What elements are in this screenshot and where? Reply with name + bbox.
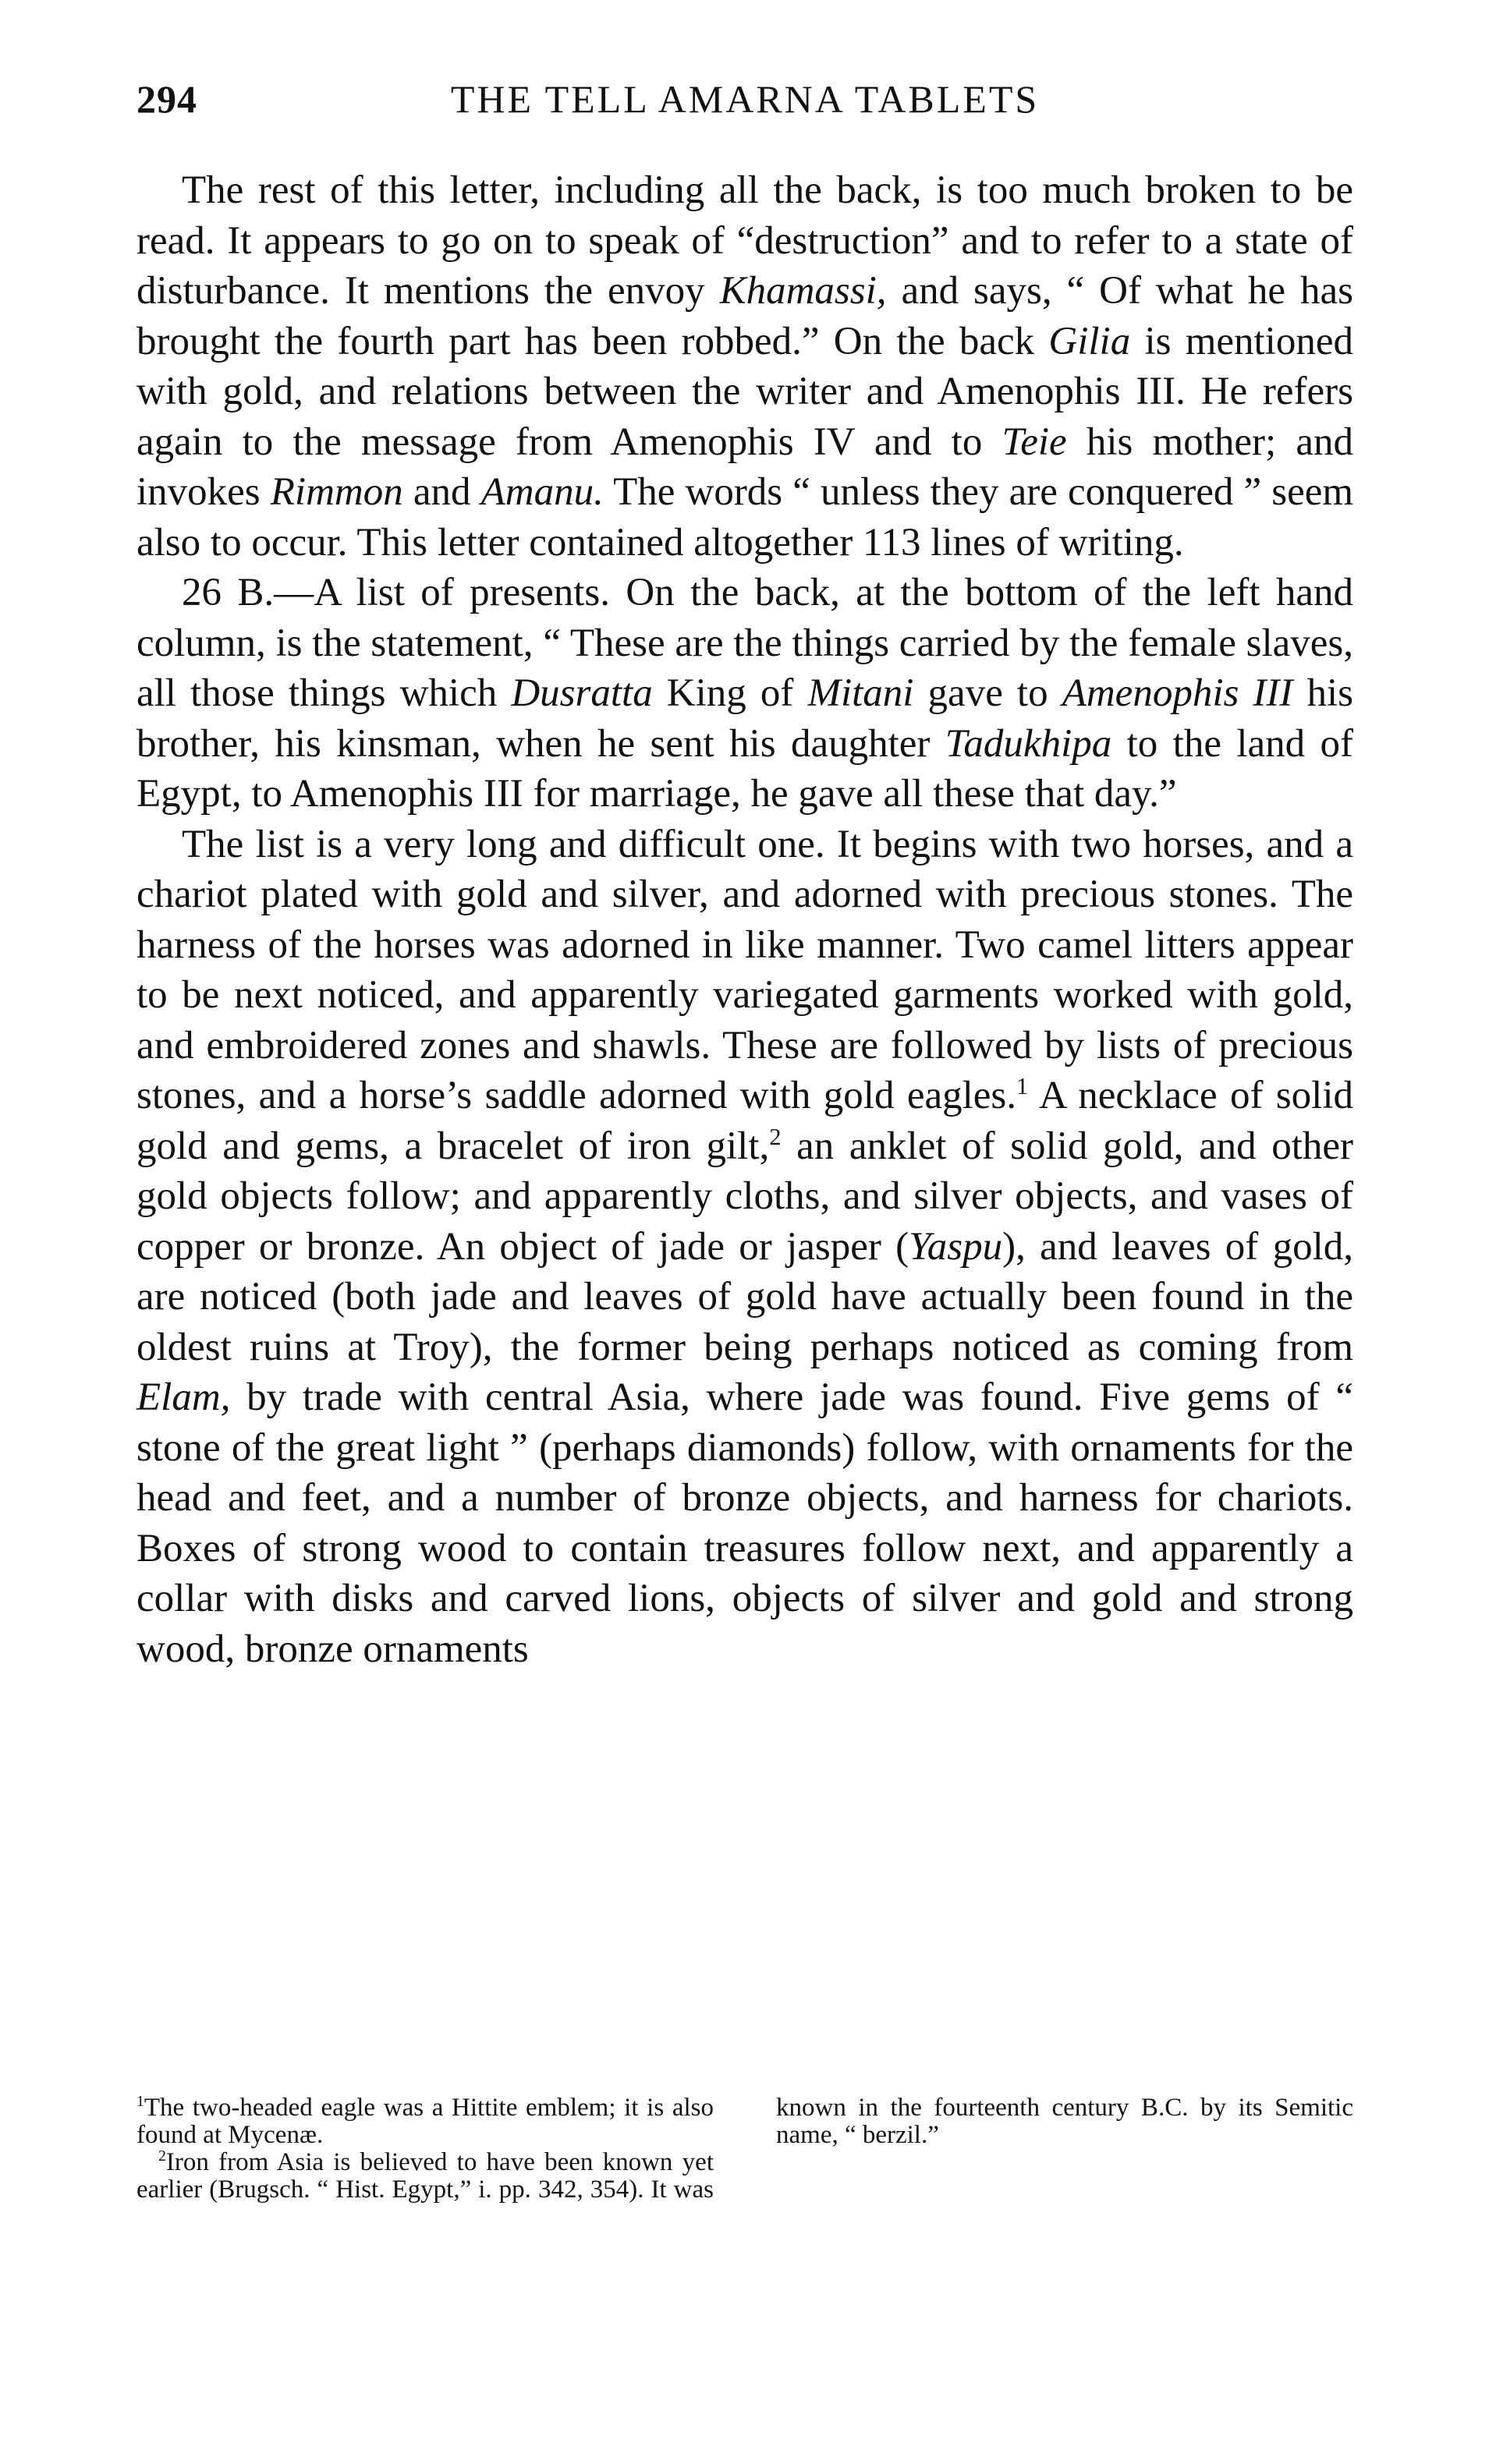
paragraph-list-of-presents: 26 B.—A list of presents. On the back, at the bottom of the left hand column, is the statement, “ These are the things carried by the female slaves, all those things which Dusratta King of Mitani gave to Amenophis III his brother, his kinsman, when he sent his daughter Tadukhipa to the land of Egypt, to Amenophis III for marriage, he gave all these that day.”	[136, 571, 1353, 816]
word-yaspu: Yaspu	[909, 1224, 1003, 1269]
name-mitani: Mitani	[807, 671, 914, 715]
footnote-1: $^1$The two-headed eagle was a Hittite emblem; it is also found at Mycenæ.	[136, 2093, 714, 2149]
paragraph-list-details: The list is a very long and difficult one. It begins with two horses, and a chariot plated with gold and silver, and adorned with precious stones. The harness of the horses was adorned in like manner. Two camel litters appear to be next noticed, and apparently variegated garments worked with gold, and embroidered zones and shawls. These are followed by lists of precious stones, and a horse’s saddle adorned with gold eagles.$^1$ A necklace of solid gold and gems, a bracelet of iron gilt,$^2$ an anklet of solid gold, and other gold objects follow; and apparently cloths, and silver objects, and vases of copper or bronze. An object of jade or jasper (Yaspu), and leaves of gold, are noticed (both jade and leaves of gold have actually been found in the oldest ruins at Troy), the former being perhaps noticed as coming from Elam, by trade with central Asia, where jade was found. Five gems of “ stone of the great light ” (perhaps diamonds) follow, with ornaments for the head and feet, and a number of bronze objects, and harness for chariots. Boxes of strong wood to contain treasures follow next, and apparently a collar with disks and carved lions, objects of silver and gold and strong wood, bronze ornaments	[136, 822, 1354, 1671]
name-elam: Elam,	[136, 1375, 231, 1419]
name-amenophis-iii: Amenophis III	[1062, 671, 1293, 715]
footnote-2: $^2$Iron from Asia is believed to have been known yet earlier (Brugsch. “ Hist. Egypt,” i. pp. 342, 354). It was known in the fourteenth century B.C. by its Semitic name, “ berzil.”	[136, 2094, 1353, 2204]
page-number: 294	[136, 77, 197, 121]
footnote-ref-1: 1	[1016, 1073, 1029, 1099]
name-teie: Teie	[1002, 420, 1067, 464]
name-gilia: Gilia	[1048, 319, 1131, 363]
body-text	[136, 165, 1353, 1674]
paragraph-letter-summary: The rest of this letter, including all the back, is too much broken to be read. It appears to go on to speak of “destruction” and to refer to a state of disturbance. It mentions the envoy Khamassi, and says, “ Of what he has brought the fourth part has been robbed.” On the back Gilia is mentioned with gold, and relations between the writer and Amenophis III. He refers again to the message from Amenophis IV and to Teie his mother; and invokes Rimmon and Amanu. The words “ unless they are conquered ” seem also to occur. This letter contained altogether 113 lines of writing.	[136, 168, 1354, 565]
running-title: THE TELL AMARNA TABLETS	[450, 77, 1040, 121]
page-header	[136, 76, 1353, 131]
footnote-marker-2: 2	[158, 2147, 166, 2165]
footnotes	[136, 2094, 1353, 2204]
name-amanu: Amanu.	[480, 470, 604, 514]
name-tadukhipa: Tadukhipa	[945, 721, 1112, 766]
name-khamassi: Khamassi,	[719, 269, 887, 313]
name-dusratta: Dusratta	[511, 671, 653, 715]
footnote-marker-1: 1	[136, 2093, 144, 2110]
footnote-ref-2: 2	[769, 1123, 782, 1150]
name-rimmon: Rimmon	[270, 470, 403, 514]
